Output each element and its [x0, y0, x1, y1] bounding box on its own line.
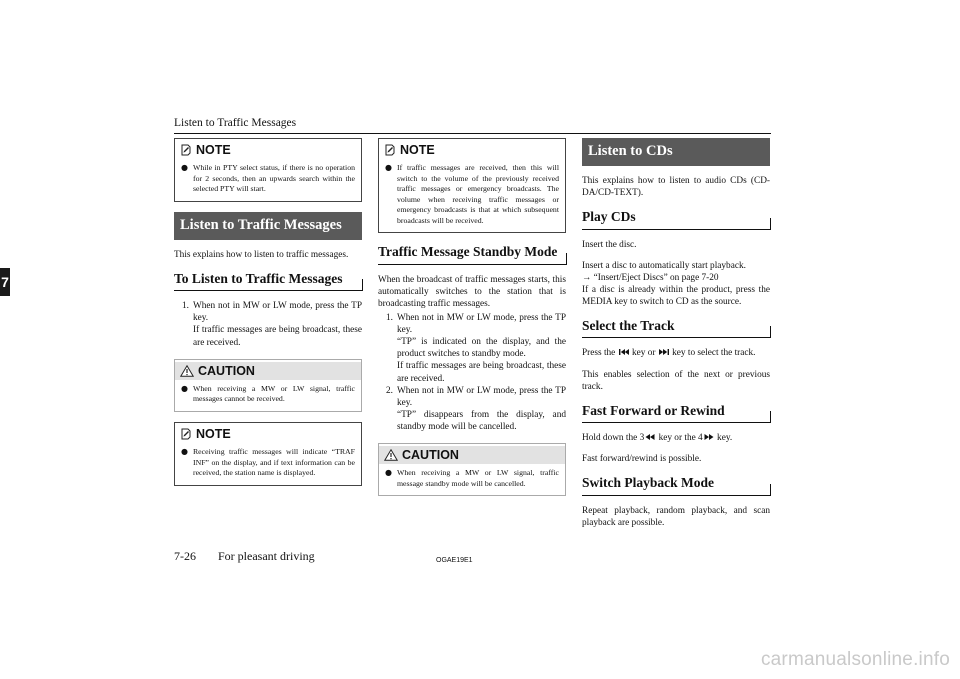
note-header: [175, 425, 361, 443]
caution-text: When receiving a MW or LW signal, traffic messages cannot be received.: [192, 383, 355, 404]
bullet-icon: ●: [181, 383, 188, 393]
paragraph: Repeat playback, random playback, and scan playback are possible.: [582, 505, 770, 529]
paragraph-text: key or the 4: [658, 433, 703, 444]
column-1: [174, 138, 362, 496]
note-text: While in PTY select status, if there is no operation for 2 seconds, then an upwards search within the selected PTY will start.: [192, 163, 355, 194]
caution-item: [385, 468, 559, 489]
note-icon: [180, 144, 192, 156]
paragraph-text: Press the: [582, 348, 616, 359]
subheading-play-cds: Play CDs: [582, 208, 770, 230]
section-intro: This explains how to listen to traffic messages.: [174, 249, 349, 260]
caution-text: When receiving a MW or LW signal, traffic message standby mode will be cancelled.: [396, 468, 559, 488]
caution-box: [174, 359, 362, 412]
paragraph-text: key or: [631, 348, 656, 359]
caution-header: [175, 362, 361, 380]
chapter-tab: 7: [0, 268, 10, 296]
skip-next-icon: [658, 348, 670, 356]
bullet-icon: ●: [181, 447, 188, 457]
cross-reference: → “Insert/Eject Discs” on page 7-20: [582, 272, 719, 283]
subheading: To Listen to Traffic Messages: [174, 270, 362, 292]
subheading-switch-playback: Switch Playback Mode: [582, 474, 770, 496]
step-text: “TP” is indicated on the display, and the product switches to standby mode.: [396, 337, 566, 360]
paragraph: Fast forward/rewind is possible.: [582, 454, 702, 465]
note-icon: [180, 428, 192, 440]
section-title: Listen to Traffic Messages: [174, 212, 362, 240]
column-2: [378, 138, 566, 506]
bullet-icon: ●: [181, 163, 188, 173]
paragraph: [582, 432, 770, 444]
warning-triangle-icon: [384, 449, 398, 461]
footer-section-title: For pleasant driving: [218, 549, 315, 563]
note-text: Receiving traffic messages will indicate “TRAF INF” on the display, and if text information can be received, the station name is displayed.: [192, 447, 355, 478]
paragraph-text: key.: [717, 433, 733, 444]
note-header: [379, 141, 565, 159]
step-text: If traffic messages are being broadcast, these are received.: [396, 361, 566, 384]
fast-forward-icon: [703, 433, 715, 441]
step-item: [386, 312, 566, 384]
running-header-title: Listen to Traffic Messages: [174, 117, 297, 129]
step-text: When not in MW or LW mode, press the TP key.: [396, 385, 566, 408]
page-number: 7-26: [174, 549, 196, 563]
note-icon: [384, 144, 396, 156]
note-box: [174, 138, 362, 202]
step-number: 2.: [386, 385, 393, 396]
watermark: carmanualsonline.info: [760, 649, 950, 670]
skip-previous-icon: [618, 348, 630, 356]
paragraph-text: Hold down the 3: [582, 433, 645, 444]
caution-label: CAUTION: [402, 447, 459, 462]
paragraph: [582, 347, 770, 359]
step-text: If traffic messages are being broadcast, these are received.: [192, 325, 362, 348]
rewind-icon: [644, 433, 656, 441]
note-label: NOTE: [196, 426, 231, 441]
subheading-fast-forward: Fast Forward or Rewind: [582, 402, 770, 424]
header-rule: [174, 133, 771, 134]
caution-box: [378, 443, 566, 496]
note-label: NOTE: [400, 143, 435, 157]
step-list: [378, 312, 566, 433]
paragraph: [582, 260, 770, 272]
step-text: “TP” disappears from the display, and standby mode will be cancelled.: [396, 409, 566, 432]
column-3: [582, 138, 770, 538]
caution-label: CAUTION: [198, 363, 255, 378]
section-title: Listen to CDs: [582, 138, 770, 166]
paragraph: Insert the disc.: [582, 239, 637, 250]
note-box: [378, 138, 566, 233]
step-text: When not in MW or LW mode, press the TP key.: [192, 301, 362, 324]
note-text: If traffic messages are received, then this will switch to the volume of the previously received traffic messages or emergency broadcasts. The volume when receiving traffic messages or emergency broadcasts is that at which subsequent broadcasts will be received.: [396, 163, 559, 225]
note-header: [175, 141, 361, 159]
note-item: [385, 163, 559, 226]
step-item: [182, 300, 362, 348]
warning-triangle-icon: [180, 365, 194, 377]
note-box: [174, 422, 362, 486]
note-label: NOTE: [196, 143, 231, 157]
subheading: Traffic Message Standby Mode: [378, 243, 566, 265]
section-intro: When the broadcast of traffic messages starts, this automatically switches to the station that is broadcasting traffic messages.: [378, 274, 566, 310]
step-text: When not in MW or LW mode, press the TP key.: [396, 313, 566, 336]
caution-header: [379, 446, 565, 464]
step-list: [174, 300, 362, 348]
paragraph: If a disc is already within the product, press the MEDIA key to switch to CD as the source.: [582, 284, 770, 307]
bullet-icon: ●: [385, 163, 392, 173]
paragraph-text: Insert a disc to automatically start playback.: [582, 260, 746, 271]
step-number: 1.: [182, 301, 189, 312]
section-intro: This explains how to listen to audio CDs (CD-DA/CD-TEXT).: [582, 175, 770, 198]
step-number: 1.: [386, 313, 393, 324]
document-code: OGAE19E1: [436, 557, 473, 564]
paragraph-text: key to select the track.: [672, 348, 756, 359]
paragraph: This enables selection of the next or previous track.: [582, 369, 770, 392]
bullet-icon: ●: [385, 468, 392, 478]
note-item: [181, 447, 355, 479]
step-item: [386, 385, 566, 433]
note-item: [181, 163, 355, 195]
caution-item: [181, 384, 355, 405]
subheading-select-track: Select the Track: [582, 317, 770, 339]
